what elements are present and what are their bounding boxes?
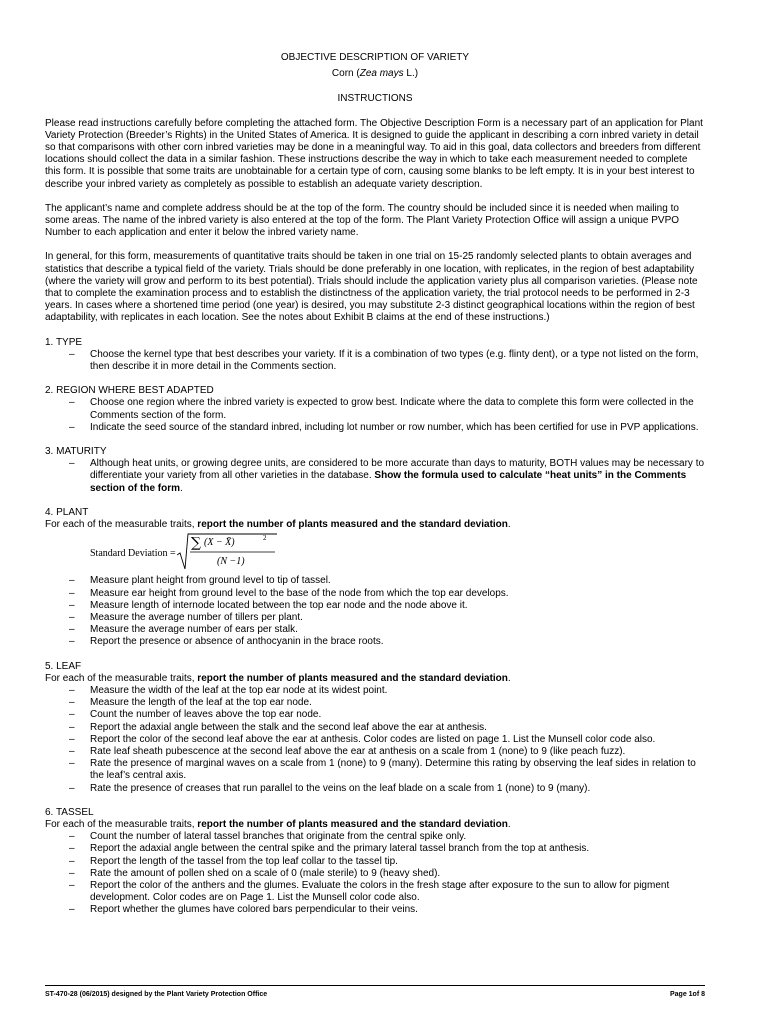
list-item-text: Indicate the seed source of the standard inbred, including lot number or row number, which has been certified for use in PVP applications. — [90, 421, 699, 433]
list-item — [45, 588, 705, 600]
dash-bullet: – — [69, 733, 75, 745]
list-item — [45, 783, 705, 795]
formula-numerator: (X − X̄) — [204, 537, 235, 549]
dash-bullet: – — [69, 458, 75, 470]
list-item — [45, 722, 705, 734]
document-title: OBJECTIVE DESCRIPTION OF VARIETY — [280, 52, 470, 63]
section-plant-list — [45, 575, 705, 648]
intro-emphasis: report the number of plants measured and the standard deviation — [197, 519, 508, 531]
dash-bullet: – — [69, 611, 75, 623]
list-item — [45, 422, 705, 434]
intro-emphasis: report the number of plants measured and the standard deviation — [197, 818, 508, 830]
dash-bullet: – — [69, 421, 75, 433]
list-item-text: Measure the average number of ears per stalk. — [90, 624, 298, 636]
list-item — [45, 636, 705, 648]
list-item — [45, 624, 705, 636]
section-leaf-list — [45, 685, 705, 795]
dash-bullet: – — [69, 684, 75, 696]
section-region-list — [45, 397, 705, 434]
list-item — [45, 843, 705, 855]
page-number: Page 1of 8 — [669, 991, 705, 998]
list-item — [45, 612, 705, 624]
list-item-emphasis: Show the formula used to calculate “heat units” in the Comments section of the form — [90, 470, 687, 494]
dash-bullet: – — [69, 709, 75, 721]
dash-bullet: – — [69, 904, 75, 916]
formula-label: Standard Deviation = — [90, 548, 176, 560]
document-subtitle — [45, 68, 705, 80]
intro-end: . — [507, 818, 511, 830]
list-item-text: Measure the average number of tillers per plant. — [90, 611, 303, 623]
dash-bullet: – — [69, 348, 75, 360]
intro-text: For each of the measurable traits, — [45, 519, 198, 531]
instructions-heading: INSTRUCTIONS — [337, 93, 413, 105]
section-plant-intro — [45, 519, 705, 531]
list-item-text: Measure length of internode located between the top ear node and the node above it. — [90, 599, 468, 611]
section-type-list — [45, 349, 705, 373]
subtitle-suffix: L.) — [403, 68, 419, 80]
list-item — [45, 397, 705, 421]
list-item-text: Measure plant height from ground level to tip of tassel. — [90, 575, 331, 587]
formula-denominator: (N −1) — [217, 556, 245, 568]
list-item — [45, 458, 705, 495]
sigma-symbol: ∑ — [191, 535, 201, 552]
list-item — [45, 868, 705, 880]
dash-bullet: – — [69, 843, 75, 855]
section-tassel-title: 6. TASSEL — [45, 806, 94, 818]
section-leaf-intro — [45, 673, 705, 685]
list-item-text: Count the number of lateral tassel branches that originate from the central spike only. — [90, 831, 467, 843]
dash-bullet: – — [69, 575, 75, 587]
list-item-text: Measure the length of the leaf at the top ear node. — [90, 697, 312, 709]
standard-deviation-formula — [45, 533, 705, 571]
section-region-title: 2. REGION WHERE BEST ADAPTED — [45, 385, 214, 397]
intro-paragraph-2: The applicant’s name and complete address should be at the top of the form. The country should be included since it is needed when mailing to some areas. The name of the inbred variety is also entered at the top of the form. The Plant Variety Protection Office will assign a unique PVPO Number to each application and enter it below the inbred variety name. — [45, 202, 680, 239]
list-item-text: Count the number of leaves above the top ear node. — [90, 709, 322, 721]
section-leaf-title: 5. LEAF — [45, 660, 82, 672]
list-item — [45, 697, 705, 709]
list-item — [45, 746, 705, 758]
list-item-text: Measure ear height from ground level to the base of the node from which the top ear develops. — [90, 587, 509, 599]
dash-bullet: – — [69, 697, 75, 709]
list-item — [45, 685, 705, 697]
section-tassel-list — [45, 831, 705, 916]
section-tassel-intro — [45, 819, 705, 831]
list-item-text: Report the presence or absence of anthocyanin in the brace roots. — [90, 636, 384, 648]
list-item — [45, 831, 705, 843]
intro-paragraph-1: Please read instructions carefully before completing the attached form. The Objective Description Form is a necessary part of an application for Plant Variety Protection (Breeder’s Rights) in the United States of America. It is designed to guide the applicant in describing a corn inbred variety in detail so that comparisons with other corn inbred varieties may be done in a meaningful way. To aid in this goal, data collectors and breeders from different locations should collect the data in a similar fashion. These instructions describe the way in which to take each measurement needed to complete this form. It is possible that some traits are unobtainable for a certain type of corn, causing some blanks to be left empty. It is in your best interest to describe your inbred variety as completely as possible to establish an adequate variety description. — [45, 117, 703, 190]
list-item — [45, 904, 705, 916]
species-name: Zea mays — [359, 68, 404, 80]
list-item — [45, 856, 705, 868]
list-item-text: Measure the width of the leaf at the top ear node at its widest point. — [90, 684, 388, 696]
page-footer — [45, 985, 705, 999]
intro-paragraph-3: In general, for this form, measurements of quantitative traits should be taken in one trial on 15-25 randomly selected plants to obtain averages and statistics that describe a typical field of the variety. Trials should be done preferably in one location, with replicates, in the region of best adaptability (where the variety will grow and perform to its best potential). Trials should include the application variety plus all comparison varieties. (Please note that to complete the examination process and to establish the distinctness of the application variety, the trial protocol needs to be performed in 2-3 years. In cases where a shortened time period (one year) is desired, you may substitute 2-3 distinct geographical locations within the region of best adaptability, with replicates in each location. See the notes about Exhibit B claims at the end of these instructions.) — [45, 251, 698, 324]
list-item — [45, 734, 705, 746]
list-item-text: Choose one region where the inbred variety is expected to grow best. Indicate where the data to complete this form were collected in the Comments section of the form. — [90, 397, 694, 421]
dash-bullet: – — [69, 758, 75, 770]
list-item-text: Rate leaf sheath pubescence at the second leaf above the ear at anthesis on a scale from 1 (none) to 9 (like peach fuzz). — [90, 745, 626, 757]
list-item — [45, 880, 705, 904]
list-item-text: Although heat units, or growing degree units, are considered to be more accurate than days to maturity, BOTH values may be necessary to differentiate your variety from all other varieties in the database. — [90, 458, 705, 482]
dash-bullet: – — [69, 879, 75, 891]
list-item — [45, 575, 705, 587]
dash-bullet: – — [69, 624, 75, 636]
subtitle-prefix: Corn ( — [331, 68, 360, 80]
dash-bullet: – — [69, 397, 75, 409]
list-item-text: Report the color of the second leaf above the ear at anthesis. Color codes are listed on page 1. List the Munsell color code also. — [90, 733, 656, 745]
list-item-text: Report whether the glumes have colored bars perpendicular to their veins. — [90, 904, 418, 916]
list-item-text: Report the adaxial angle between the stalk and the second leaf above the ear at anthesis. — [90, 721, 487, 733]
dash-bullet: – — [69, 745, 75, 757]
list-item — [45, 349, 705, 373]
form-identifier: ST-470-28 (06/2015) designed by the Plant Variety Protection Office — [45, 991, 268, 998]
list-item — [45, 758, 705, 782]
document-page — [45, 52, 705, 917]
dash-bullet: – — [69, 599, 75, 611]
list-item-text: Report the color of the anthers and the glumes. Evaluate the colors in the fresh stage after exposure to the sun to allow for pigment development. Color codes are on Page 1. List the Munsell color code also. — [90, 879, 670, 904]
list-item — [45, 600, 705, 612]
dash-bullet: – — [69, 855, 75, 867]
list-item-text: Choose the kernel type that best describes your variety. If it is a combination of two types (e.g. flinty dent), or a type not listed on the form, then describe it in more detail in the Comments section. — [90, 348, 699, 373]
intro-end: . — [507, 672, 511, 684]
intro-emphasis: report the number of plants measured and the standard deviation — [197, 672, 508, 684]
section-plant-title: 4. PLANT — [45, 506, 89, 518]
intro-end: . — [507, 519, 511, 531]
intro-text: For each of the measurable traits, — [45, 818, 198, 830]
dash-bullet: – — [69, 831, 75, 843]
dash-bullet: – — [69, 587, 75, 599]
list-item-text: Rate the presence of marginal waves on a scale from 1 (none) to 9 (many). Determine this rating by observing the leaf sides in relation to the leaf’s central axis. — [90, 758, 696, 782]
list-item-text: Rate the presence of creases that run parallel to the veins on the leaf blade on a scale from 1 (none) to 9 (many). — [90, 782, 591, 794]
formula-exponent: 2 — [263, 534, 267, 543]
dash-bullet: – — [69, 721, 75, 733]
dash-bullet: – — [69, 782, 75, 794]
intro-text: For each of the measurable traits, — [45, 672, 198, 684]
section-maturity-list — [45, 458, 705, 495]
list-item-text: Report the length of the tassel from the top leaf collar to the tassel tip. — [90, 855, 398, 867]
dash-bullet: – — [69, 636, 75, 648]
section-maturity-title: 3. MATURITY — [45, 446, 107, 458]
section-type-title: 1. TYPE — [45, 336, 83, 348]
list-item-text: Rate the amount of pollen shed on a scale of 0 (male sterile) to 9 (heavy shed). — [90, 867, 441, 879]
dash-bullet: – — [69, 867, 75, 879]
list-item-text: Report the adaxial angle between the central spike and the primary lateral tassel branch from the top at anthesis. — [90, 843, 590, 855]
list-item-end: . — [180, 482, 183, 494]
list-item — [45, 709, 705, 721]
formula-graphic — [177, 533, 307, 571]
